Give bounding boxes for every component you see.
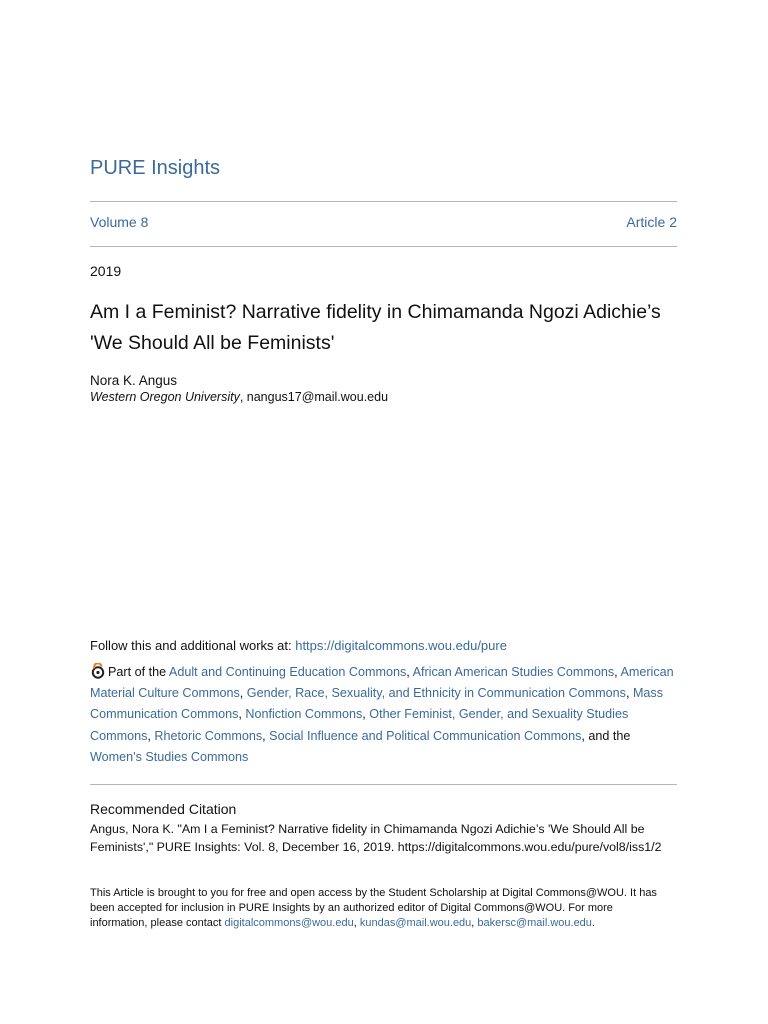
commons-link[interactable]: Social Influence and Political Communication Commons [269,728,582,743]
article-number-link[interactable]: Article 2 [626,214,677,230]
commons-separator: , [614,665,621,679]
commons-link[interactable]: Other Feminist, Gender, and Sexuality Studies Commons [90,707,629,743]
commons-separator: , [406,665,413,679]
commons-list [90,665,674,764]
follow-works [90,638,507,653]
commons-separator: , [362,707,370,722]
author-email: nangus17@mail.wou.edu [246,390,389,404]
contact-email-link[interactable]: bakersc@mail.wou.edu [477,917,592,929]
contact-end: . [591,917,595,929]
document-page [90,0,677,1024]
author-affiliation: Western Oregon University, nangus17@mail.wou.edu [90,390,389,404]
contact-email-link[interactable]: kundas@mail.wou.edu [359,917,472,929]
journal-title-link[interactable]: PURE Insights [90,157,221,179]
commons-link[interactable]: Mass Communication Commons [90,686,664,722]
commons-link[interactable]: Women's Studies Commons [90,749,249,764]
commons-link[interactable]: African American Studies Commons [412,665,615,679]
author-institution: Western Oregon University [90,390,240,404]
citation-heading: Recommended Citation [90,801,237,817]
publication-year: 2019 [90,263,122,279]
divider-bottom [90,784,677,785]
volume-row [90,214,677,230]
access-notice [90,886,660,931]
commons-and-the: , and the [581,728,631,743]
commons-separator: , [262,728,270,743]
part-of-disciplines [90,662,680,768]
commons-link[interactable]: American Material Culture Commons [90,665,674,701]
follow-label: Follow this and additional works at: [90,638,296,653]
contact-separator: , [353,917,360,929]
commons-link[interactable]: Rhetoric Commons [154,728,263,743]
commons-separator: , [239,686,247,701]
commons-link[interactable]: Gender, Race, Sexuality, and Ethnicity in Communication Commons [246,686,626,701]
contact-separator: , [471,917,478,929]
open-access-icon [90,663,106,679]
commons-separator: , [625,686,633,701]
divider-middle [90,246,677,247]
citation-text: Angus, Nora K. "Am I a Feminist? Narrative fidelity in Chimamanda Ngozi Adichie’s 'We Should All be Feminists'," PURE Insights: Vol. 8, December 16, 2019. https://digitalcommons.wou.edu/pure/vol8/iss1/2 [90,822,662,854]
volume-link[interactable]: Volume 8 [90,214,149,230]
commons-separator: , [147,728,155,743]
contact-email-link[interactable]: digitalcommons@wou.edu [224,917,354,929]
commons-separator: , [238,707,246,722]
article-title: Am I a Feminist? Narrative fidelity in Chimamanda Ngozi Adichie’s 'We Should All be Feminists' [90,301,661,354]
author-name: Nora K. Angus [90,373,178,388]
contact-list [225,917,595,929]
divider-top [90,201,677,202]
repository-link[interactable]: https://digitalcommons.wou.edu/pure [295,638,507,653]
access-notice-text: This Article is brought to you for free and open access by the Student Scholarship at Digital Commons@WOU. It has been accepted for inclusion in PURE Insights by an authorized editor of Digital Commons@WOU. For more information, please contact [90,887,657,929]
commons-link[interactable]: Adult and Continuing Education Commons [168,665,407,679]
part-of-prefix: Part of the [108,665,169,679]
commons-link[interactable]: Nonfiction Commons [245,707,363,722]
